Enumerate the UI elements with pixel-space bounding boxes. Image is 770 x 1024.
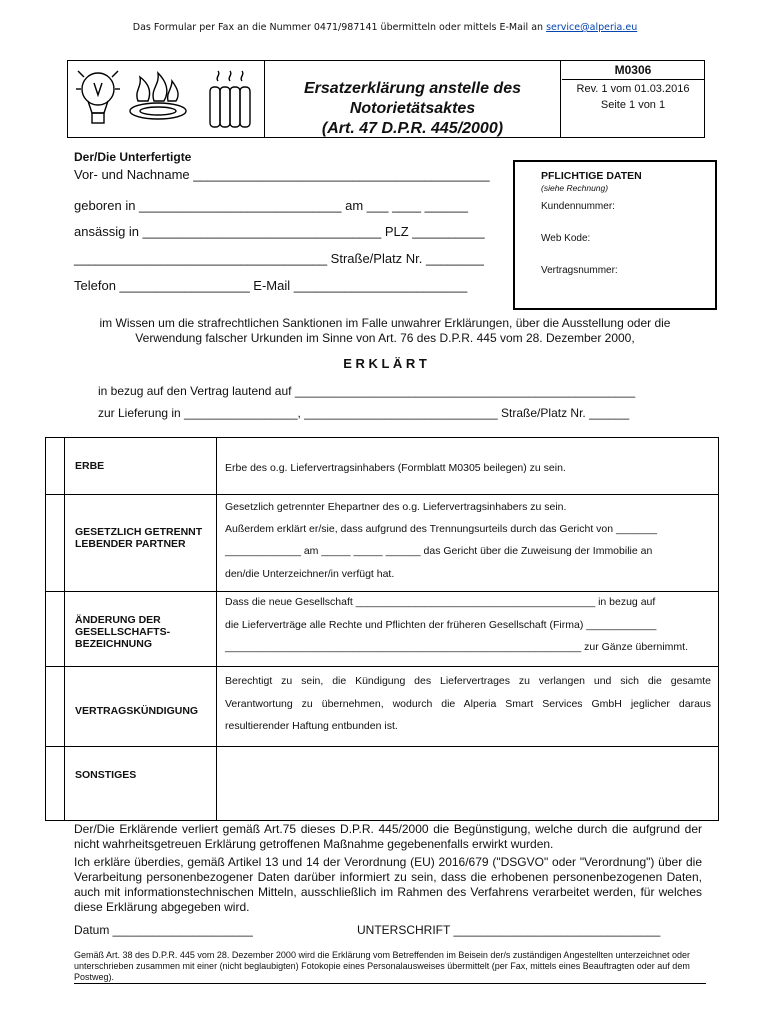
declares-heading: E R K L Ä R T xyxy=(343,356,427,371)
light-bulb-icon xyxy=(76,71,120,123)
option-row-other xyxy=(46,746,718,821)
other-checkbox[interactable] xyxy=(46,747,65,821)
sanctions-line-2: Verwendung falscher Urkunden im Sinne von Art. 76 des D.P.R. 445 vom 28. Dezember 2000, xyxy=(135,331,635,345)
utility-icons xyxy=(68,61,265,137)
contract-holder-field[interactable]: in bezug auf den Vertrag lautend auf ___________________________________________________ xyxy=(98,384,636,398)
option-text: Berechtigt zu sein, die Kündigung des Liefervertrages zu verlangen und sich die gesamte xyxy=(225,675,711,687)
company-change-checkbox[interactable] xyxy=(46,592,65,667)
signatory-heading: Der/Die Unterfertigte xyxy=(74,150,192,164)
page-number: Seite 1 von 1 xyxy=(600,99,666,111)
option-text: _____________ am _____ _____ ______ das Gericht über die Zuweisung der Immobilie an xyxy=(225,545,653,557)
form-title xyxy=(265,61,561,137)
sanctions-statement xyxy=(40,316,730,346)
option-label: VERTRAGSKÜNDIGUNG xyxy=(75,705,199,717)
option-label: SONSTIGES xyxy=(75,769,137,781)
option-text: Außerdem erklärt er/sie, dass aufgrund des Trennungsurteils durch das Gericht von _______ xyxy=(225,523,657,535)
option-text: Erbe des o.g. Liefervertragsinhabers (Formblatt M0305 beilegen) zu sein. xyxy=(225,462,566,474)
title-line-1: Ersatzerklärung anstelle des xyxy=(304,80,521,97)
notice-text: Das Formular per Fax an die Nummer 0471/987141 übermitteln oder mittels E-Mail an xyxy=(132,22,544,33)
service-email-link[interactable]: service@alperia.eu xyxy=(546,22,638,33)
date-field[interactable]: Datum _____________________ xyxy=(74,923,253,937)
revision: Rev. 1 vom 01.03.2016 xyxy=(576,83,690,95)
form-meta xyxy=(562,61,704,137)
option-text: den/die Unterzeichner/in verfügt hat. xyxy=(225,568,395,580)
mandatory-data-box xyxy=(513,160,717,310)
option-label: ÄNDERUNG DER GESELLSCHAFTS-BEZEICHNUNG xyxy=(75,614,171,650)
footnote: Gemäß Art. 38 des D.P.R. 445 vom 28. Dezember 2000 wird die Erklärung vom Betreffenden im Beisein der/s zuständigen Angestellten unterzeichnet oder unterschrieben zusammen mit einer (nicht beglaubigten) Fotokopie eines Personalausweises übermittelt (per Fax, mittels eines Beauftragten oder auf dem Postweg). xyxy=(74,950,691,982)
option-text: Dass die neue Gesellschaft _________________________________________ in bezug auf xyxy=(225,596,656,608)
radiator-icon xyxy=(210,71,250,127)
gdpr-text: Ich erkläre überdies, gemäß Artikel 13 und 14 der Verordnung (EU) 2016/679 ("DSGVO" oder "Verordnung") über die Verarbeitung personenbezogener Daten darüber informiert zu sein, dass die erhobenen personenbezogenen Daten, auch mit informationstechnischen Mitteln, ausschließlich im Rahmen des Verfahrens verarbeitet werden, für welches diese Erklärung abgegeben wird. xyxy=(74,855,702,914)
form-header xyxy=(67,60,705,138)
box-subtitle: (siehe Rechnung) xyxy=(541,183,609,193)
other-text-area[interactable] xyxy=(217,747,717,821)
footer-divider xyxy=(74,983,706,984)
title-line-2: Notorietätsaktes xyxy=(349,100,476,117)
birth-field[interactable]: geboren in ____________________________ am ___ ____ ______ xyxy=(74,198,468,213)
supply-address-field[interactable]: zur Lieferung in _________________, _____________________________ Straße/Platz Nr. ______ xyxy=(98,406,630,420)
residence-field[interactable]: ansässig in _________________________________ PLZ __________ xyxy=(74,224,485,239)
option-label: GESETZLICH GETRENNT LEBENDER PARTNER xyxy=(75,526,203,550)
title-line-3: (Art. 47 D.P.R. 445/2000) xyxy=(321,120,504,137)
option-row-heir xyxy=(46,438,718,494)
gas-flame-icon xyxy=(130,73,186,119)
option-text: Verantwortung zu übernehmen, wodurch die Alperia Smart Services GmbH jeglicher daraus xyxy=(225,698,711,710)
name-field[interactable]: Vor- und Nachname _________________________________________ xyxy=(74,167,490,182)
separated-checkbox[interactable] xyxy=(46,495,65,592)
customer-number-field[interactable]: Kundennummer: xyxy=(541,201,615,212)
option-text: die Lieferverträge alle Rechte und Pflichten der früheren Gesellschaft (Firma) ____________ xyxy=(225,619,657,631)
fax-email-notice xyxy=(0,22,770,33)
option-row-company-change xyxy=(46,591,718,667)
sanctions-line-1: im Wissen um die strafrechtlichen Sanktionen im Falle unwahrer Erklärungen, über die Ausstellung oder die xyxy=(99,316,671,330)
contract-number-field[interactable]: Vertragsnummer: xyxy=(541,265,618,276)
web-code-field[interactable]: Web Kode: xyxy=(541,233,591,244)
option-row-separated xyxy=(46,494,718,592)
loss-of-benefit-text: Der/Die Erklärende verliert gemäß Art.75 dieses D.P.R. 445/2000 die Begünstigung, welche durch die aufgrund der nicht wahrheitsgetreuen Erklärung getroffenen Maßnahme gegebenenfalls erwirkt wurden. xyxy=(74,822,702,851)
form-code: M0306 xyxy=(562,61,704,80)
option-label: ERBE xyxy=(75,460,105,472)
option-text: Gesetzlich getrennter Ehepartner des o.g. Liefervertragsinhabers zu sein. xyxy=(225,501,567,513)
contact-field[interactable]: Telefon __________________ E-Mail ________________________ xyxy=(74,278,468,293)
option-text: resultierender Haftung entbunden ist. xyxy=(225,720,398,732)
heir-checkbox[interactable] xyxy=(46,438,65,494)
option-row-termination xyxy=(46,666,718,747)
signature-field[interactable]: UNTERSCHRIFT _______________________________ xyxy=(357,923,661,937)
declaration-options-table xyxy=(45,437,719,821)
box-title: PFLICHTIGE DATEN xyxy=(541,170,642,182)
street-field[interactable]: ___________________________________ Straße/Platz Nr. ________ xyxy=(74,251,484,266)
option-text: _____________________________________________________________ zur Gänze übernimmt. xyxy=(225,641,689,653)
termination-checkbox[interactable] xyxy=(46,667,65,747)
